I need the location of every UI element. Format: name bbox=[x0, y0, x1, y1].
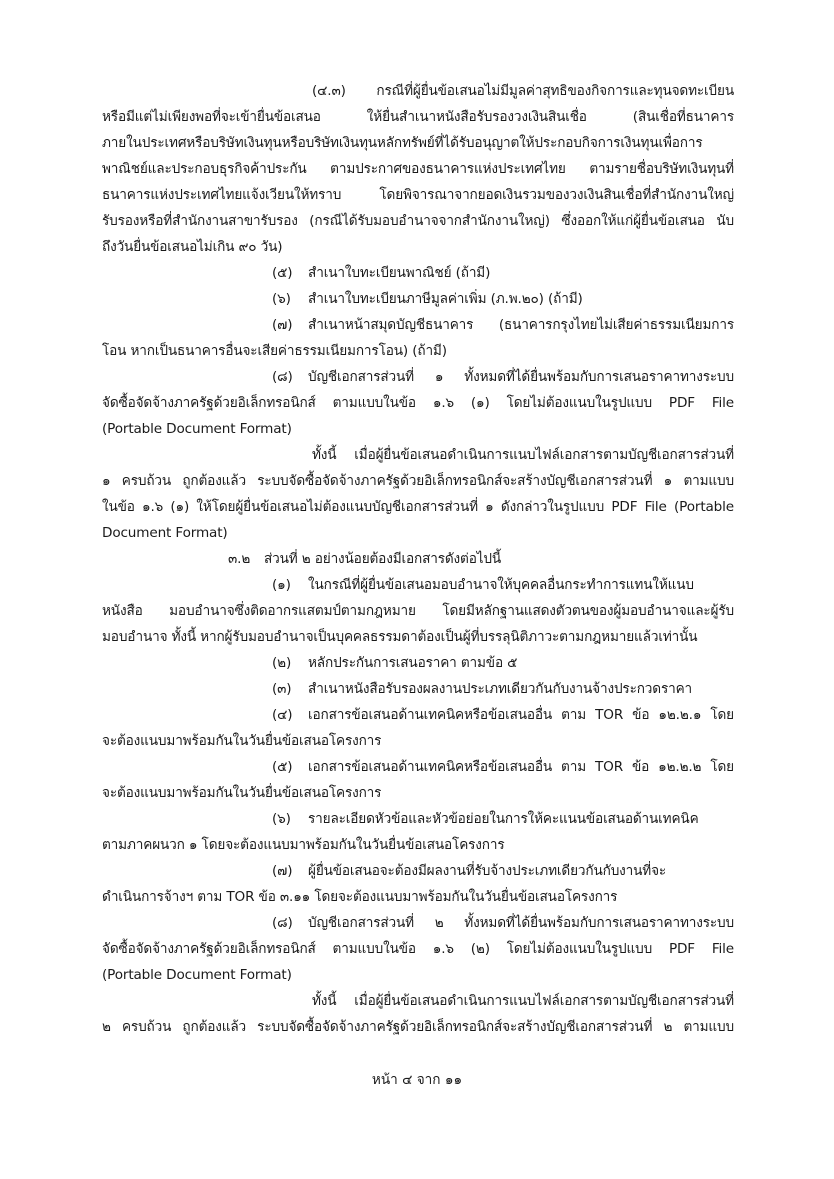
list-text: เอกสารข้อเสนอด้านเทคนิคหรือข้อเสนออื่น ตาม TOR ข้อ ๑๒.๒.๒ โดย bbox=[308, 759, 734, 775]
list-text: ผู้ยื่นข้อเสนอจะต้องมีผลงานที่รับจ้างประเภทเดียวกันกับงานที่จะ bbox=[308, 863, 667, 879]
para-4-3-line: หรือมีแต่ไม่เพียงพอที่จะเข้ายื่นข้อเสนอ ให้ยื่นสำเนาหนังสือรับรองวงเงินสินเชื่อ (สินเชื่อที่ธนาคาร bbox=[102, 109, 734, 125]
list-text: รายละเอียดหัวข้อและหัวข้อย่อยในการให้คะแนนข้อเสนอด้านเทคนิค bbox=[308, 811, 699, 827]
note-paragraph-line: Document Format) bbox=[102, 525, 228, 541]
note-paragraph-2-line: ทั้งนี้ เมื่อผู้ยื่นข้อเสนอดำเนินการแนบไฟล์เอกสารตามบัญชีเอกสารส่วนที่ bbox=[312, 993, 734, 1009]
list-item-8b bbox=[272, 913, 734, 935]
section-3-2-heading bbox=[228, 549, 734, 571]
list-text: บัญชีเอกสารส่วนที่ ๑ ทั้งหมดที่ได้ยื่นพร้อมกับการเสนอราคาทางระบบ bbox=[308, 369, 734, 385]
list-number: (๗) bbox=[272, 317, 293, 333]
list-number: (๘) bbox=[272, 369, 293, 385]
list-text: สำเนาหน้าสมุดบัญชีธนาคาร (ธนาคารกรุงไทยไม่เสียค่าธรรมเนียมการ bbox=[308, 317, 734, 333]
list-item-7-cont: โอน หากเป็นธนาคารอื่นจะเสียค่าธรรมเนียมการโอน) (ถ้ามี) bbox=[102, 343, 447, 359]
para-4-3-line: พาณิชย์และประกอบธุรกิจค้าประกัน ตามประกาศของธนาคารแห่งประเทศไทย ตามรายชื่อบริษัทเงินทุนที่ bbox=[102, 161, 734, 177]
note-paragraph-2-line: ๒ ครบถ้วน ถูกต้องแล้ว ระบบจัดซื้อจัดจ้างภาครัฐด้วยอิเล็กทรอนิกส์จะสร้างบัญชีเอกสารส่วนที่ ๒ ตามแบบ bbox=[102, 1019, 734, 1035]
section-title: ส่วนที่ ๒ อย่างน้อยต้องมีเอกสารดังต่อไปนี้ bbox=[264, 551, 502, 567]
list-item-8b-cont: จัดซื้อจัดจ้างภาครัฐด้วยอิเล็กทรอนิกส์ ตามแบบในข้อ ๑.๖ (๒) โดยไม่ต้องแนบในรูปแบบ PDF File bbox=[102, 941, 734, 957]
para-4-3-line: (๔.๓) กรณีที่ผู้ยื่นข้อเสนอไม่มีมูลค่าสุทธิของกิจการและทุนจดทะเบียน bbox=[312, 83, 734, 99]
list-item-4 bbox=[272, 705, 734, 727]
list-item-1-cont: มอบอำนาจ ทั้งนี้ หากผู้รับมอบอำนาจเป็นบุคคลธรรมดาต้องเป็นผู้ที่บรรลุนิติภาวะตามกฎหมายแล้วเท่านั้น bbox=[102, 629, 698, 645]
note-paragraph-line: ๑ ครบถ้วน ถูกต้องแล้ว ระบบจัดซื้อจัดจ้างภาครัฐด้วยอิเล็กทรอนิกส์จะสร้างบัญชีเอกสารส่วนที่ ๑ ตามแบบ bbox=[102, 473, 734, 489]
list-number: (๖) bbox=[272, 811, 291, 827]
list-item-6b bbox=[272, 809, 734, 831]
list-item-1 bbox=[272, 575, 734, 597]
page-number-footer: หน้า ๔ จาก ๑๑ bbox=[371, 1072, 463, 1088]
list-item-8 bbox=[272, 367, 734, 389]
note-paragraph-line: ทั้งนี้ เมื่อผู้ยื่นข้อเสนอดำเนินการแนบไฟล์เอกสารตามบัญชีเอกสารส่วนที่ bbox=[312, 447, 734, 463]
list-number: (๑) bbox=[272, 577, 291, 593]
list-item-8b-cont: (Portable Document Format) bbox=[102, 967, 292, 983]
para-4-3-line: ธนาคารแห่งประเทศไทยแจ้งเวียนให้ทราบ โดยพิจารณาจากยอดเงินรวมของวงเงินสินเชื่อที่สำนักงานใหญ่ bbox=[102, 187, 734, 203]
list-number: (๖) bbox=[272, 291, 291, 307]
list-item-7 bbox=[272, 315, 734, 337]
list-item-1-cont: หนังสือ มอบอำนาจซึ่งติดอากรแสตมป์ตามกฎหมาย โดยมีหลักฐานแสดงตัวตนของผู้มอบอำนาจและผู้รับ bbox=[102, 603, 734, 619]
list-item-7b-cont: ดำเนินการจ้างฯ ตาม TOR ข้อ ๓.๑๑ โดยจะต้องแนบมาพร้อมกันในวันยื่นข้อเสนอโครงการ bbox=[102, 889, 618, 905]
list-number: (๓) bbox=[272, 681, 292, 697]
list-text: ในกรณีที่ผู้ยื่นข้อเสนอมอบอำนาจให้บุคคลอื่นกระทำการแทนให้แนบ bbox=[308, 577, 694, 593]
list-text: หลักประกันการเสนอราคา ตามข้อ ๕ bbox=[308, 655, 518, 671]
para-4-3-line: ถึงวันยื่นข้อเสนอไม่เกิน ๙๐ วัน) bbox=[102, 239, 283, 255]
list-item-8-cont: (Portable Document Format) bbox=[102, 421, 292, 437]
list-number: (๕) bbox=[272, 759, 293, 775]
para-4-3-line: ภายในประเทศหรือบริษัทเงินทุนหรือบริษัทเงินทุนหลักทรัพย์ที่ได้รับอนุญาตให้ประกอบกิจการเงินทุนเพื่อการ bbox=[102, 135, 703, 151]
list-number: (๔) bbox=[272, 707, 293, 723]
section-number: ๓.๒ bbox=[228, 551, 251, 567]
list-number: (๘) bbox=[272, 915, 293, 931]
list-number: (๕) bbox=[272, 265, 293, 281]
list-item-7b bbox=[272, 861, 734, 883]
list-text: สำเนาใบทะเบียนพาณิชย์ (ถ้ามี) bbox=[308, 265, 491, 281]
list-text: บัญชีเอกสารส่วนที่ ๒ ทั้งหมดที่ได้ยื่นพร้อมกับการเสนอราคาทางระบบ bbox=[308, 915, 734, 931]
list-item-5b-cont: จะต้องแนบมาพร้อมกันในวันยื่นข้อเสนอโครงการ bbox=[102, 785, 382, 801]
list-text: สำเนาใบทะเบียนภาษีมูลค่าเพิ่ม (ภ.พ.๒๐) (ถ้ามี) bbox=[308, 291, 583, 307]
list-item-2 bbox=[272, 653, 734, 675]
list-text: สำเนาหนังสือรับรองผลงานประเภทเดียวกันกับงานจ้างประกวดราคา bbox=[308, 681, 693, 697]
list-item-8-cont: จัดซื้อจัดจ้างภาครัฐด้วยอิเล็กทรอนิกส์ ตามแบบในข้อ ๑.๖ (๑) โดยไม่ต้องแนบในรูปแบบ PDF File bbox=[102, 395, 734, 411]
para-4-3-line: รับรองหรือที่สำนักงานสาขารับรอง (กรณีได้รับมอบอำนาจจากสำนักงานใหญ่) ซึ่งออกให้แก่ผู้ยื่นข้อเสนอ นับ bbox=[102, 213, 734, 229]
list-item-4-cont: จะต้องแนบมาพร้อมกันในวันยื่นข้อเสนอโครงการ bbox=[102, 733, 382, 749]
note-paragraph-line: ในข้อ ๑.๖ (๑) ให้โดยผู้ยื่นข้อเสนอไม่ต้องแนบบัญชีเอกสารส่วนที่ ๑ ดังกล่าวในรูปแบบ PDF File (Portable bbox=[102, 499, 734, 515]
list-item-3 bbox=[272, 679, 734, 701]
list-item-5b bbox=[272, 757, 734, 779]
list-item-6 bbox=[272, 289, 734, 311]
list-text: เอกสารข้อเสนอด้านเทคนิคหรือข้อเสนออื่น ตาม TOR ข้อ ๑๒.๒.๑ โดย bbox=[308, 707, 734, 723]
list-number: (๒) bbox=[272, 655, 292, 671]
list-number: (๗) bbox=[272, 863, 293, 879]
list-item-6b-cont: ตามภาคผนวก ๑ โดยจะต้องแนบมาพร้อมกันในวันยื่นข้อเสนอโครงการ bbox=[102, 837, 505, 853]
list-item-5 bbox=[272, 263, 734, 285]
